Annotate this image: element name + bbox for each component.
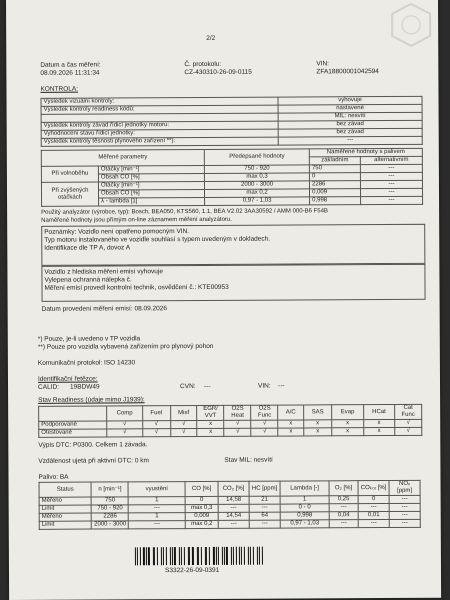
mil-status: Stav MIL: nesvítí xyxy=(224,456,273,464)
table-row: λ - lambda [1] 0,97 - 1,03 0,998 --- xyxy=(42,196,423,206)
readiness-title: Stav Readiness (údaje mimo J1939): xyxy=(38,396,145,404)
fuel-label: Palivo: BA xyxy=(38,473,69,481)
ident-vin-value: --- xyxy=(278,382,285,390)
table-row: Otestované √ √ √ x √ √ x x x x √ xyxy=(39,427,422,437)
calid-label: CALID: xyxy=(38,383,59,391)
ident-vin-label: VIN: xyxy=(258,382,271,390)
dtc-line: Výpis DTC: P0300. Celkem 1 závada. xyxy=(38,441,148,449)
comm-protocol: Komunikační protokol: ISO 14230 xyxy=(37,359,136,367)
footnote: **) Pouze pro vozidla vybavená zařízením pro plynový pohon xyxy=(37,342,214,351)
table-row: Obsah CO [%] max 0,3 0 --- xyxy=(41,172,422,182)
recorded-line: Naměřené hodnoty jsou přímým on-line záznamem měření analyzátoru. xyxy=(41,216,232,224)
table-row: Měřeno 750 1 0 14,58 21 1 0,25 0 --- xyxy=(39,495,420,505)
table-row: Měřeno 2286 1 0,009 14,54 64 0,998 0,04 0,01 --- xyxy=(39,511,420,521)
table-row: Výsledek kontroly závad řídicí jednotky motoru: bez závad xyxy=(41,120,422,130)
table-row: Při zvýšených otáčkách Otáčky [min⁻¹] 2000 - 3000 2286 --- xyxy=(41,180,422,190)
protocol-label: Č. protokolu: xyxy=(184,60,222,69)
barcode-text: S3322-26-09-0391 xyxy=(164,566,220,575)
footnote: *) Pouze, je-li uvedeno v TP vozidla xyxy=(37,335,141,343)
measure-table: Měřené parametry Předepsané hodnoty Naměřené hodnoty s palivem základním alternativním Při volnoběhu Otáčky [min⁻¹] 750 - 920 750 --- Obsah CO [%] max 0,3 0 --- Při zvýšených otáčkách Otáčky [min⁻¹] 2000 - 3000 2286 --- Obsah CO [%] max 0,2 0,009 --- λ - lambda [1] 0,97 - 1,03 0,998 --- xyxy=(41,148,423,207)
protocol-value: CZ-430310-26-09-0115 xyxy=(184,68,252,77)
protocol-page xyxy=(6,0,441,600)
ident-title: Identifikační řetězce: xyxy=(37,375,98,383)
kontrola-title: KONTROLA: xyxy=(40,85,79,93)
page-number: 2/2 xyxy=(206,34,216,42)
analyzer-line: Použitý analyzátor (výrobce, typ): Bosch, BEA050, KTS560, 1.1, BEA V2.02 3AA30592 / AMM 000-B6 F54B xyxy=(41,208,328,216)
date-value: 08.09.2026 11:31:34 xyxy=(40,69,100,77)
date-label: Datum a čas měření: xyxy=(40,61,101,69)
kontrola-table xyxy=(41,96,423,147)
table-row: Výsledek kontroly těsnosti plynového zařízení **): --- xyxy=(41,136,422,146)
cvn-value: --- xyxy=(204,382,211,390)
table-row: Limit 750 - 920 --- max 0,3 --- --- 0 - 0 --- --- --- xyxy=(39,503,420,513)
result-box: Vozidlo z hlediska měření emisí vyhovuje Vylepena ochranná nálepka č. Měření emisí provedl kontrolní technik, osvědčení č.: KTE00953 xyxy=(41,264,425,302)
table-row: MIL: nesvítí xyxy=(41,112,422,122)
table-row: Vyhodnocení stavu řídicí jednotky: bez závad xyxy=(41,128,422,138)
notes-box: Poznámky: Vozidlo není opatřeno pomocným VIN. Typ motoru instalovaného ve vozidle souhlasí s typem uvedeným v dokladech. Identifikace dle TP A, dovoz A xyxy=(41,224,425,266)
table-row: Při volnoběhu Otáčky [min⁻¹] 750 - 920 750 --- xyxy=(41,164,422,174)
fuel-table: Status n [min⁻¹] vyustění CO [%] CO₂ [%] HC [ppm] Lambda [-] O₂ [%] COₖₒᵣ [%] NOₓ [ppm] Měřeno 750 1 0 14,58 21 1 0,25 0 --- Limit 750 - 920 --- max 0,3 --- --- 0 - 0 --- --- --- Měřeno 2286 1 0,009 14,54 64 0,998 0,04 0,01 --- Limit 2000 - 3000 --- max 0,2 --- --- 0,97 - 1,03 --- --- --- xyxy=(39,480,421,530)
table-row: Podporované √ √ √ x √ √ x x x x √ xyxy=(39,419,422,429)
readiness-table: Comp Fuel Misf EGR/ VVT O2S Heat O2S Func A/C SAS Evap HCat Cat Func Podporované √ √ √ x √ √ x x x x √ Otestované √ √ √ x √ √ x x x x √ xyxy=(38,404,422,438)
table-row: Výsledek kontroly readiness kódů: nastavené xyxy=(41,104,422,114)
barcode-icon xyxy=(135,547,265,566)
hologram-seal-icon xyxy=(388,2,434,48)
vin-label: VIN: xyxy=(316,60,330,68)
calid-value: 19BDW49 xyxy=(70,383,100,391)
dtc-distance: Vzdálenost ujetá při aktivní DTC: 0 km xyxy=(38,457,149,465)
date-done: Datum provedení měření emisí: 08.09.2026 xyxy=(41,305,168,313)
table-row: Limit 2000 - 3000 --- max 0,2 --- --- 0,97 - 1,03 --- --- --- xyxy=(39,519,420,529)
vin-value: ZFA18800001042594 xyxy=(316,68,379,76)
table-row: Výsledek vizuální kontroly: vyhovuje xyxy=(41,96,422,106)
table-row: Obsah CO [%] max 0,2 0,009 --- xyxy=(41,188,422,198)
cvn-label: CVN: xyxy=(180,383,196,391)
